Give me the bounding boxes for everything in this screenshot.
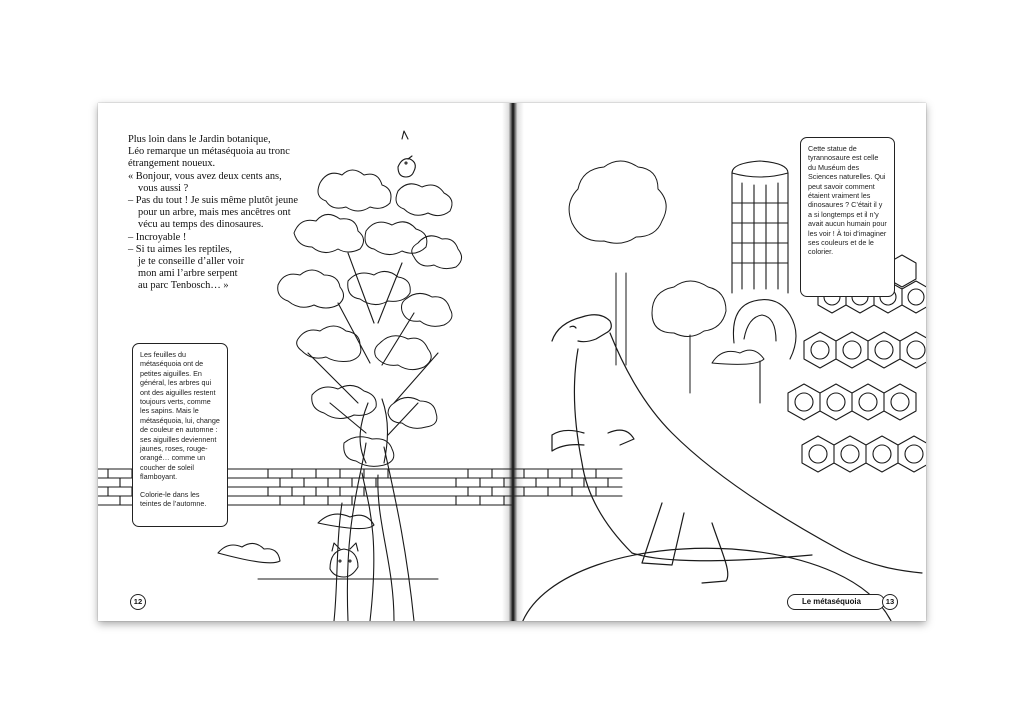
story-line: Léo remarque un métaséquoia au tronc bbox=[128, 146, 290, 158]
page-number-left: 12 bbox=[130, 594, 146, 610]
story-line: – Si tu aimes les reptiles, bbox=[128, 243, 232, 255]
story-line: vécu au temps des dinosaures. bbox=[138, 219, 264, 231]
story-line: je te conseille d’aller voir bbox=[138, 256, 245, 268]
brick-wall-right bbox=[512, 469, 622, 496]
info-paragraph: Colorie-le dans les teintes de l’automne. bbox=[140, 489, 207, 509]
story-line: « Bonjour, vous avez deux cents ans, bbox=[128, 170, 282, 182]
museum-building bbox=[732, 161, 788, 293]
book-gutter-shadow bbox=[502, 103, 524, 621]
bird-drawing bbox=[398, 131, 415, 177]
story-line: – Pas du tout ! Je suis même plutôt jeune bbox=[128, 195, 298, 207]
background-trees bbox=[569, 161, 764, 393]
bushes-left bbox=[218, 514, 438, 579]
story-line: mon ami l’arbre serpent bbox=[138, 268, 238, 280]
right-page bbox=[512, 103, 926, 621]
page-number-right: 13 bbox=[882, 594, 898, 610]
tyrannosaurus-statue bbox=[522, 315, 922, 621]
story-line: étrangement noueux. bbox=[128, 158, 216, 170]
story-line: vous aussi ? bbox=[138, 182, 189, 194]
chapter-title-tab: Le métaséquoia bbox=[787, 594, 885, 610]
info-paragraph: Les feuilles du métaséquoia ont de petites aiguilles. En général, les arbres qui ont des aiguilles restent toujours verts, comme les sapins. Mais le métaséquoia, lui, change de couleur en automne : ses aiguilles deviennent jaunes, roses, rouge-orangé… comme un coucher de soleil flamboyant. bbox=[140, 350, 220, 482]
story-line: pour un arbre, mais mes ancêtres ont bbox=[138, 207, 291, 219]
story-line: – Incroyable ! bbox=[128, 231, 187, 243]
info-box-tyrannosaurus bbox=[800, 137, 895, 297]
story-text bbox=[128, 134, 328, 293]
book-spread bbox=[98, 103, 926, 621]
info-box-metasequoia bbox=[132, 343, 228, 527]
story-line: au parc Tenbosch… » bbox=[138, 280, 229, 292]
story-line: Plus loin dans le Jardin botanique, bbox=[128, 134, 271, 145]
left-page bbox=[98, 103, 512, 621]
info-paragraph: Cette statue de tyrannosaure est celle du Muséum des Sciences naturelles. Qui peut savoir comment étaient vraiment les dinosaures ? C’était il y a si longtemps et il n’y avait aucun humain pour les voir ! À toi d’imaginer ses couleurs et de le colorier. bbox=[808, 144, 887, 257]
cat-drawing bbox=[330, 543, 358, 577]
